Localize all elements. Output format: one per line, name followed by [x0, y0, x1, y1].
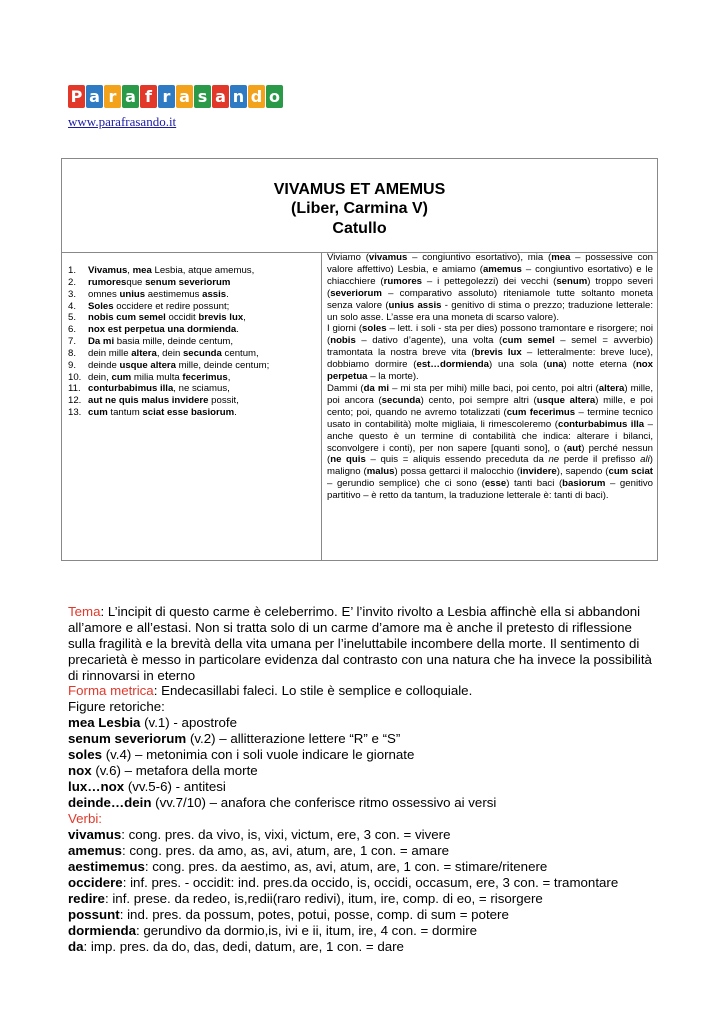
verse-text	[88, 312, 246, 324]
bold-text: usque altera	[119, 359, 177, 371]
text-run: Viviamo (	[327, 252, 369, 263]
figure-term: deinde…dein	[68, 795, 152, 810]
bold-text: est…dormienda	[416, 359, 490, 371]
bold-text: altera	[598, 382, 625, 394]
text-run: que	[126, 276, 146, 288]
poem-table	[61, 158, 658, 561]
verse-number: 11.	[68, 383, 81, 395]
verb-term: aestimemus	[68, 859, 145, 874]
bold-text: secunda	[381, 394, 421, 406]
verb-item	[68, 939, 658, 955]
figure-item	[68, 763, 658, 779]
bold-text: senum	[556, 275, 588, 287]
text-run: ) notte eterna (	[563, 359, 636, 371]
verse-line	[68, 312, 318, 324]
verb-term: dormienda	[68, 923, 136, 938]
tema-label: Tema	[68, 604, 101, 619]
logo-letter: a	[122, 85, 139, 108]
text-run: – mi sta per mihi) mille baci, poi cento, poi altri (	[389, 382, 599, 394]
bold-text: mea	[132, 265, 152, 276]
verse-line	[68, 360, 318, 372]
text-run: tantum	[107, 407, 143, 419]
parafrasando-logo	[68, 85, 283, 108]
text-run: ) cento, poi sempre altri (	[420, 394, 537, 406]
verb-desc: : cong. pres. da vivo, is, vixi, victum, ere, 3 con. = vivere	[121, 827, 451, 842]
verb-desc: : cong. pres. da aestimo, as, avi, atum, are, 1 con. = stimare/ritenere	[144, 859, 548, 874]
bold-text: una	[546, 359, 564, 371]
bold-text: nox est perpetua una dormienda	[88, 324, 237, 336]
title-cell	[62, 159, 657, 253]
text-run: aestimemus	[145, 288, 203, 300]
verse-text	[88, 324, 239, 336]
verb-item	[68, 907, 658, 923]
verb-term: occidere	[68, 875, 123, 890]
text-run: centum,	[221, 347, 259, 359]
bold-text: soles	[362, 323, 387, 335]
text-run: – comparativo assoluto) riteniamole tutte soltanto moneta senza valore (	[327, 287, 653, 311]
bold-text: cum	[88, 407, 108, 419]
text-run: mille, deinde centum;	[176, 359, 270, 371]
verb-desc: : inf. prese. da redeo, is,redii(raro redivi), itum, ire, comp. di eo, = risorgere	[104, 891, 543, 906]
text-run: – quis = aliquis essendo preceduta da	[365, 454, 549, 466]
bold-text: invidere	[519, 466, 557, 478]
verb-desc: : cong. pres. da amo, as, avi, atum, are, 1 con. = amare	[121, 843, 450, 858]
figure-item	[68, 779, 658, 795]
verse-number: 12.	[68, 395, 82, 407]
figure-item	[68, 747, 658, 763]
forma-section	[68, 683, 658, 811]
text-run: – anche questo è un termine di contabilità che indica: alterare i bilanci, sconvolgere i conti), per non sapere [quanti sono], o (	[327, 418, 653, 454]
verse-number: 3.	[68, 288, 77, 300]
figure-desc: (vv.5-6) - antitesi	[124, 779, 226, 794]
figure-term: soles	[68, 747, 103, 762]
verse-number: 6.	[68, 324, 77, 336]
text-run: – possessive con valore affettivo) Lesbia, e amiamo (	[327, 252, 653, 275]
verse-number: 13.	[68, 407, 82, 419]
verse-line	[68, 265, 318, 277]
logo-letter: a	[86, 85, 103, 108]
text-run: – semel = avverbio) tramontata la nostra breve vita (	[327, 335, 653, 359]
forma-label: Forma metrica	[68, 683, 154, 698]
verse-text	[88, 277, 230, 289]
text-run: , ne sciamus,	[173, 383, 230, 395]
verb-desc: : gerundivo da dormio,is, ivi e ii, itum, ire, 4 con. = dormire	[135, 923, 478, 938]
figure-desc: (v.2) – allitterazione lettere “R” e “S”	[186, 731, 401, 746]
logo-letter: r	[158, 85, 175, 108]
bold-text: aut	[566, 442, 582, 454]
verse-text	[88, 383, 230, 395]
verbi-section	[68, 811, 658, 955]
poem-source: (Liber, Carmina V)	[291, 200, 428, 217]
text-run: ), sapendo (	[556, 466, 609, 478]
text-run: – genitivo partitivo – è retto da tantum, la traduzione letterale è: tanti di baci).	[327, 478, 653, 502]
bold-text: conturbabimus illa	[557, 418, 645, 430]
bold-text: aut ne quis malus invidere	[88, 395, 209, 407]
verb-item	[68, 859, 658, 875]
figure-term: mea Lesbia	[68, 715, 141, 730]
bold-text: malus	[366, 466, 395, 478]
bold-text: usque altera	[536, 394, 596, 406]
text-run: – congiuntivo esortativo) e le chiacchiere (	[327, 263, 653, 287]
bold-text: brevis lux	[474, 347, 522, 359]
verse-text	[88, 336, 233, 348]
text-run: , dein	[156, 347, 183, 359]
text-run: .	[234, 407, 237, 419]
bold-text: ne quis	[330, 454, 366, 466]
text-run: ) maligno (	[327, 454, 653, 478]
text-run: – dativo d’agente), una volta (	[355, 335, 503, 347]
bold-text: assis	[202, 288, 227, 300]
figure-item	[68, 731, 658, 747]
verse-number: 8.	[68, 347, 77, 359]
text-run: – i pettegolezzi) dei vecchi (	[422, 275, 557, 287]
text-run: ) tanti baci (	[506, 478, 563, 490]
text-run: occidere et redire possunt;	[113, 300, 230, 312]
text-run: ) possa gettarci il malocchio (	[394, 466, 520, 478]
verb-term: possunt	[68, 907, 120, 922]
bold-text: cum fecerimus	[506, 406, 576, 418]
text-run: ,	[243, 312, 246, 324]
verse-number: 2.	[68, 276, 77, 288]
bold-text: conturbabimus illa	[88, 383, 174, 395]
commentary-paragraph	[327, 383, 653, 502]
verse-text	[88, 360, 269, 372]
verse-text	[88, 407, 237, 419]
bold-text: nobis cum semel	[88, 312, 166, 324]
column-divider	[321, 252, 322, 560]
verb-desc: : ind. pres. da possum, potes, potui, posse, comp. di sum = potere	[119, 907, 509, 922]
verb-item	[68, 923, 658, 939]
bold-text: senum severiorum	[145, 276, 231, 288]
forma-line	[68, 683, 658, 699]
figure-term: lux…nox	[68, 779, 125, 794]
verse-line	[68, 289, 318, 301]
text-run: ali	[640, 454, 650, 466]
text-run: ,	[127, 265, 133, 276]
verse-line	[68, 383, 318, 395]
text-run: perde il prefisso	[559, 454, 641, 466]
logo-letter: d	[248, 85, 265, 108]
bold-text: cum semel	[502, 335, 555, 347]
text-run: – la morte).	[367, 371, 419, 383]
verse-text	[88, 265, 254, 277]
logo-letter: r	[104, 85, 121, 108]
bold-text: vivamus	[368, 252, 408, 263]
text-run: – letteralmente: breve luce), dobbiamo dormire (	[327, 347, 653, 371]
bold-text: severiorum	[330, 287, 382, 299]
text-run: ) troppo severi (	[327, 275, 654, 299]
bold-text: basiorum	[562, 478, 606, 490]
text-run: possit,	[208, 395, 239, 407]
verb-item	[68, 827, 658, 843]
verbi-label: Verbi:	[68, 811, 103, 826]
figure-desc: (v.6) – metafora della morte	[91, 763, 258, 778]
verse-line	[68, 407, 318, 419]
verse-number: 5.	[68, 312, 77, 324]
bold-text: altera	[131, 347, 157, 359]
verse-text	[88, 395, 239, 407]
logo-letter: s	[194, 85, 211, 108]
verse-number: 7.	[68, 336, 77, 348]
tema-paragraph	[68, 604, 658, 684]
text-run: ) mille, e poi cento; poi, quando ne avremo totalizzati (	[327, 394, 653, 418]
verse-number: 4.	[68, 300, 77, 312]
bold-text: esse	[484, 478, 507, 490]
figure-term: nox	[68, 763, 92, 778]
commentary-paragraph	[327, 323, 653, 383]
bold-text: brevis lux	[198, 312, 244, 324]
verb-desc: : imp. pres. da do, das, dedi, datum, are, 1 con. = dare	[83, 939, 404, 954]
commentary	[327, 252, 653, 502]
verse-line	[68, 301, 318, 313]
text-run: milia multa	[131, 371, 183, 383]
bold-text: cum	[111, 371, 132, 383]
text-run: .	[236, 324, 239, 336]
logo-letter: o	[266, 85, 283, 108]
text-run: .	[226, 288, 229, 300]
bold-text: Vivamus	[88, 265, 128, 276]
verse-text	[88, 348, 259, 360]
bold-text: da mi	[363, 382, 390, 394]
verb-item	[68, 891, 658, 907]
verse-line	[68, 336, 318, 348]
tema-text: : L’incipit di questo carme è celeberrimo. E’ l’invito rivolto a Lesbia affinchè ella si abbandoni all’amore e all’estasi. Non si tratta solo di un carme d’amore ma è anche il pretesto di riflessione sulla fragilità e la brevità della vita umana per l’ineluttabile incombere della morte. Il sentimento di precarietà è messo in particolare evidenza dal contrasto con una natura che ha invece la possibilità di rinnovarsi in eterno	[68, 604, 652, 683]
forma-text: : Endecasillabi faleci. Lo stile è semplice e colloquiale.	[153, 683, 473, 698]
text-run: - genitivo di stima o prezzo; traduzione letterale: un solo asse. L’asse era una moneta di scarso valore).	[327, 299, 653, 323]
bold-text: amemus	[482, 263, 522, 275]
verb-item	[68, 875, 658, 891]
verb-item	[68, 843, 658, 859]
verse-text	[88, 289, 229, 301]
verb-term: amemus	[68, 843, 122, 858]
logo-letter: a	[176, 85, 193, 108]
verb-desc: : inf. pres. - occidit: ind. pres.da occido, is, occidi, occasum, ere, 3 con. = tramontare	[122, 875, 619, 890]
text-run: ) perché nessun (	[327, 442, 653, 466]
bold-text: Soles	[88, 300, 114, 312]
text-run: – congiuntivo esortativo), mia (	[407, 252, 552, 263]
figure-desc: (v.4) – metonimia con i soli vuole indicare le giornate	[102, 747, 415, 762]
verse-text	[88, 372, 230, 384]
figure-item	[68, 795, 658, 811]
figure-term: senum severiorum	[68, 731, 187, 746]
bold-text: nox perpetua	[327, 359, 653, 383]
bold-text: nobis	[330, 335, 356, 347]
bold-text: Da mi	[88, 336, 115, 348]
bold-text: rumores	[88, 276, 127, 288]
verse-number: 9.	[68, 359, 77, 371]
figure-list	[68, 715, 658, 811]
text-run: ne	[548, 454, 560, 466]
figure-heading: Figure retoriche:	[68, 699, 165, 714]
text-run: – lett. i soli - sta per dies) possono tramontare e risorgere; noi (	[327, 323, 654, 347]
poem-author: Catullo	[332, 220, 387, 237]
bold-text: unius	[119, 288, 146, 300]
verb-term: da	[68, 939, 84, 954]
bold-text: secunda	[182, 347, 222, 359]
verb-term: vivamus	[68, 827, 122, 842]
commentary-paragraph	[327, 252, 653, 323]
text-run: ) mille, poi ancora (	[327, 382, 653, 406]
figure-desc: (v.1) - apostrofe	[140, 715, 237, 730]
bold-text: rumores	[383, 275, 422, 287]
bold-text: fecerimus	[182, 371, 228, 383]
text-run: omnes	[88, 288, 120, 300]
text-run: – termine tecnico usato in contabilità) molte migliaia, li rimescoleremo (	[327, 406, 653, 430]
verse-text	[88, 301, 229, 313]
logo-letter: n	[230, 85, 247, 108]
verb-term: redire	[68, 891, 105, 906]
verse-line	[68, 395, 318, 407]
bold-text: cum sciat	[608, 466, 653, 478]
verb-list	[68, 827, 658, 955]
text-run: occidit	[165, 312, 199, 324]
site-link[interactable]: www.parafrasando.it	[68, 114, 177, 129]
verse-line	[68, 372, 318, 384]
verse-line	[68, 348, 318, 360]
poem-verses	[68, 265, 318, 419]
text-run: Lesbia, atque amemus,	[151, 265, 255, 276]
verse-line	[68, 277, 318, 289]
text-run: ) una sola (	[489, 359, 547, 371]
bold-text: unius assis	[388, 299, 442, 311]
bold-text: sciat esse basiorum	[142, 407, 235, 419]
text-run: deinde	[88, 359, 120, 371]
verse-number: 10.	[68, 371, 82, 383]
figure-item	[68, 715, 658, 731]
logo-letter: P	[68, 85, 85, 108]
text-run: basia mille, deinde centum,	[114, 336, 234, 348]
text-run: ,	[227, 371, 231, 383]
logo-letter: a	[212, 85, 229, 108]
logo-letter: f	[140, 85, 157, 108]
text-run: dein mille	[88, 347, 132, 359]
verse-line	[68, 324, 318, 336]
bold-text: mea	[551, 252, 571, 263]
text-run: – gerundio semplice) che ci sono (	[327, 478, 485, 490]
figure-desc: (vv.7/10) – anafora che conferisce ritmo ossessivo ai versi	[151, 795, 497, 810]
text-run: dein,	[88, 371, 112, 383]
verse-number: 1.	[68, 265, 77, 276]
text-run: Dammi (	[327, 382, 364, 394]
text-run: I giorni (	[327, 323, 363, 335]
poem-title: VIVAMUS ET AMEMUS	[273, 181, 446, 198]
